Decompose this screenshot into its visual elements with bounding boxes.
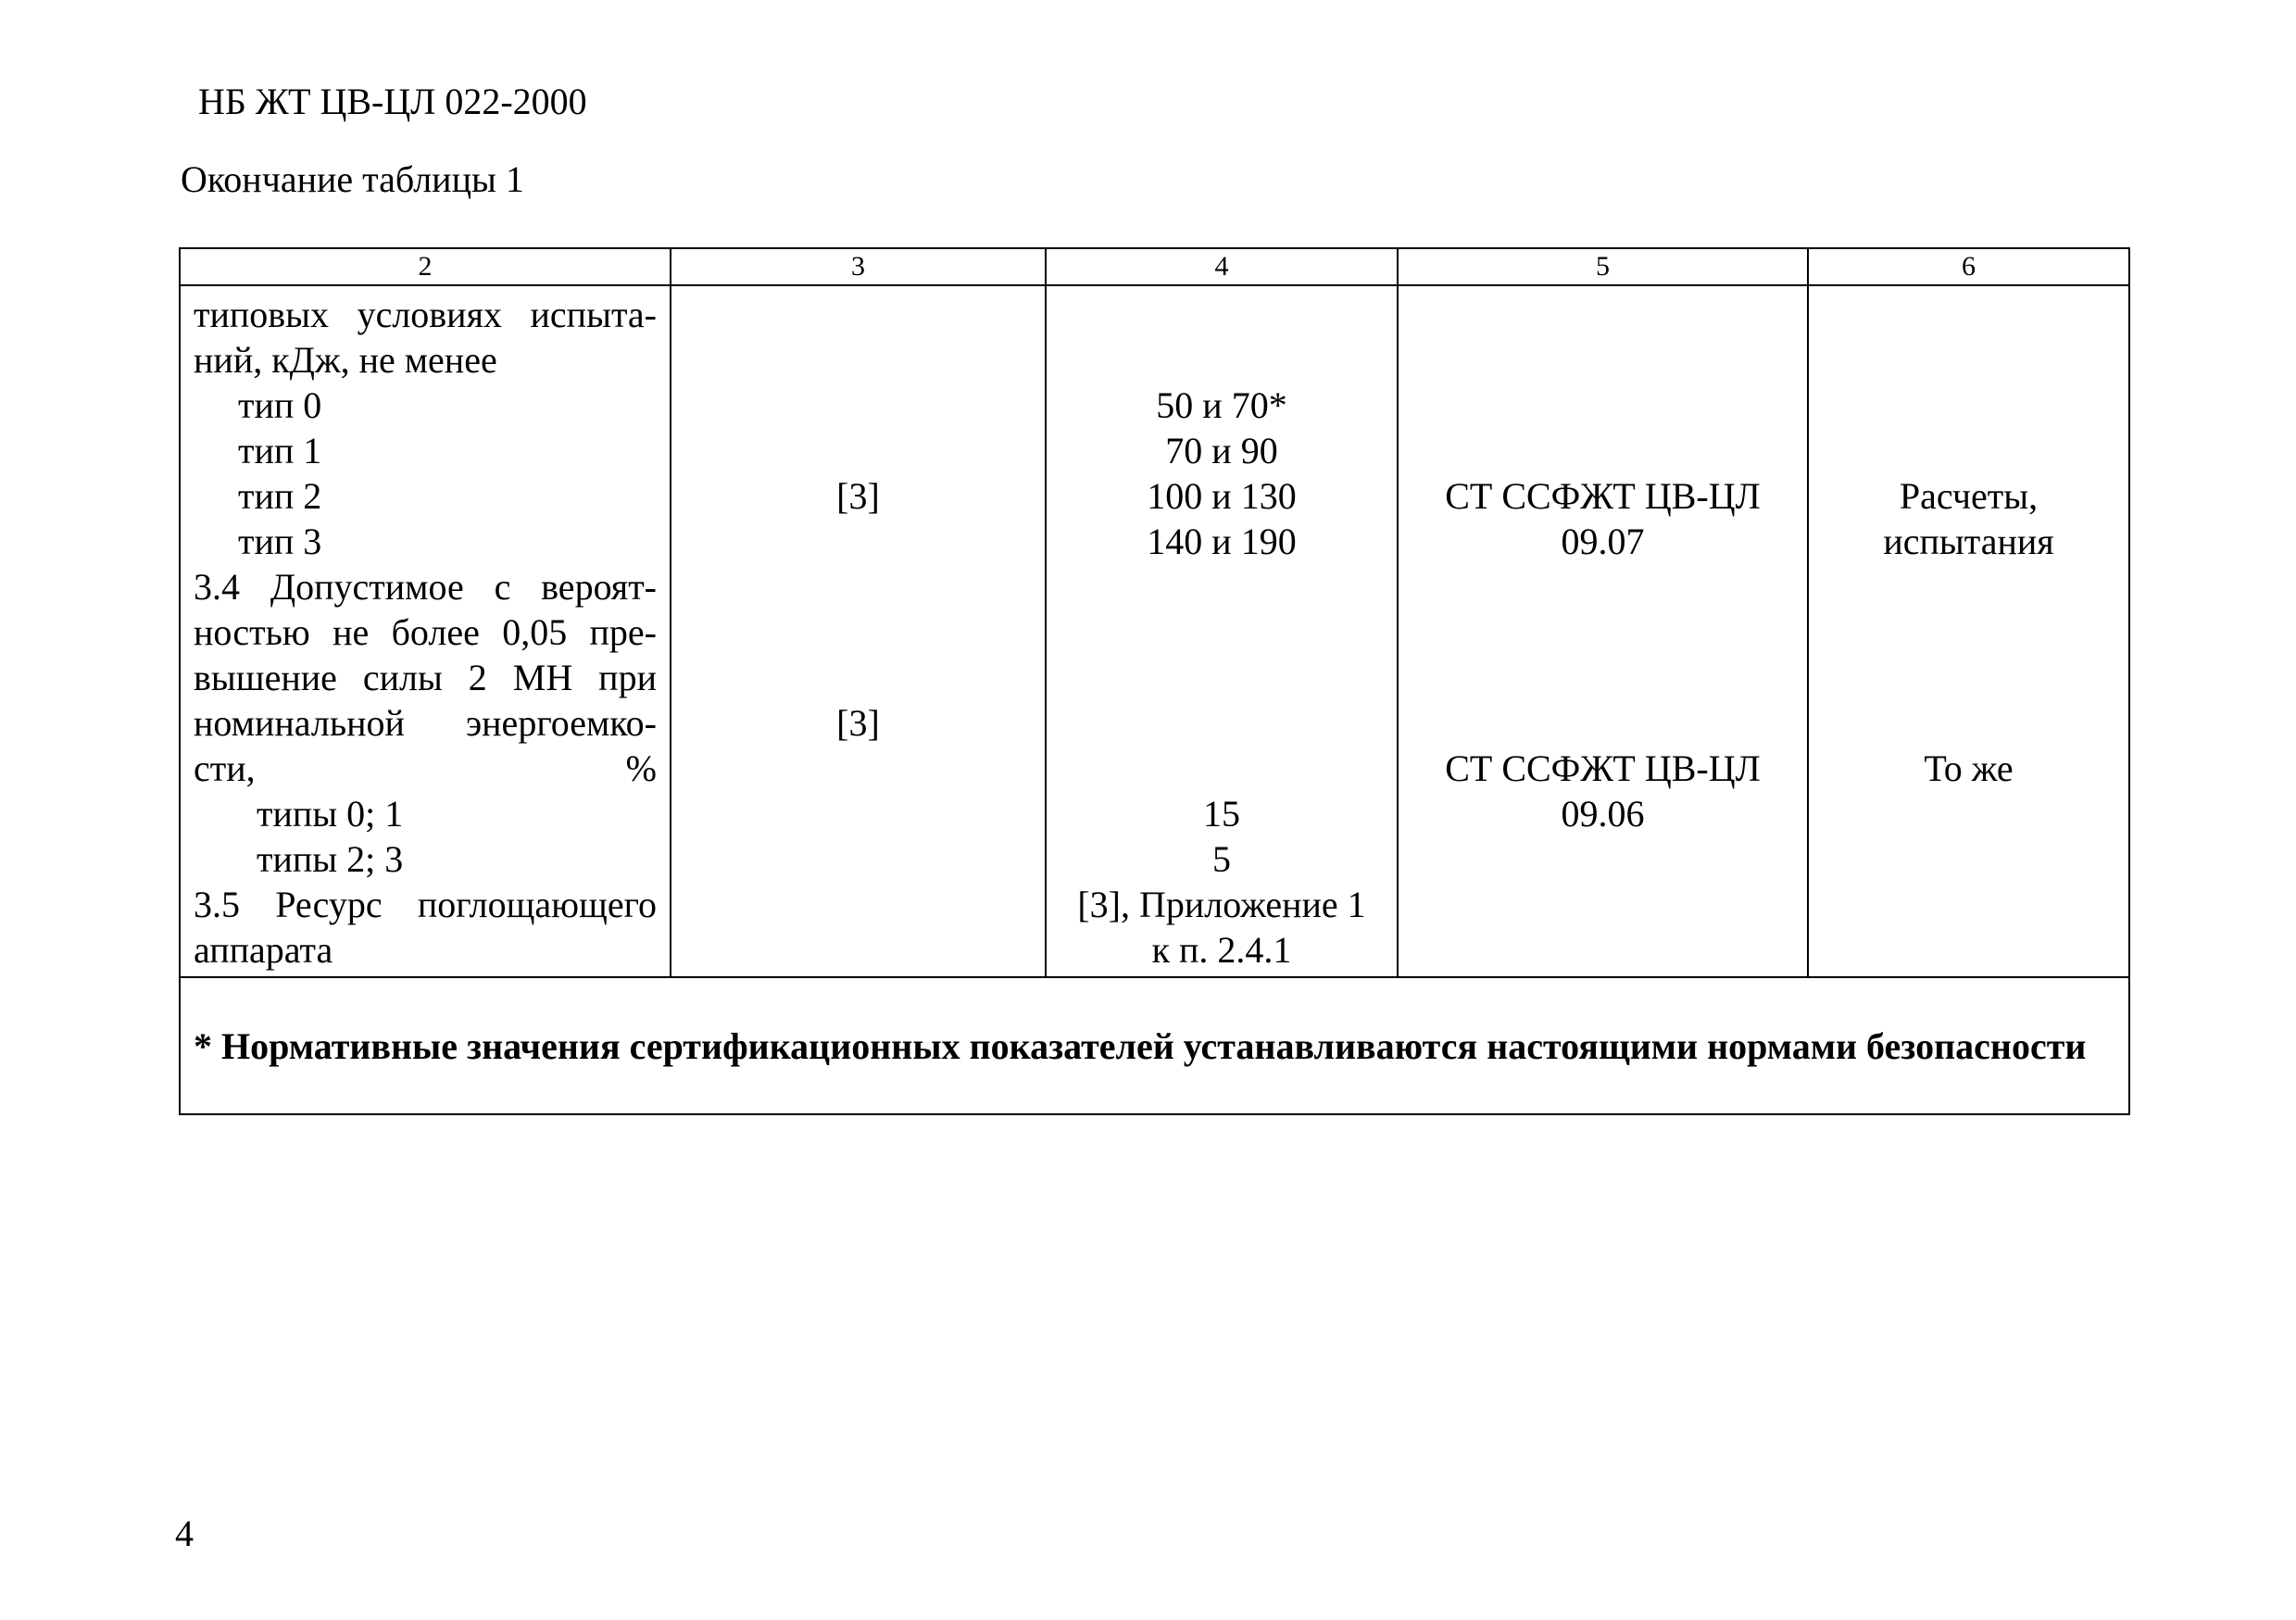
standard-cell [1398,285,1808,977]
type-label: типы 0; 1 [257,793,404,835]
type-label: типы 2; 3 [257,838,404,880]
method-cell [1808,285,2129,977]
standard-3-4: СТ ССФЖТ ЦВ-ЦЛ [1445,475,1761,517]
method-3-4: Расчеты, [1899,475,2039,517]
footnote: * Нормативные значения сертификационных показателей устанавливаются настоящими нормами безопасности [180,977,2129,1114]
value: 70 и 90 [1165,430,1278,471]
indicator-3-4: 3.4 Допустимое с вероят-ностью не более 0,05 пре-вышение силы 2 МН при номинальной энергоемко-сти, % [194,566,657,789]
indicator-3-5: 3.5 Ресурс поглощающего аппарата [194,884,657,971]
standard-3-5: СТ ССФЖТ ЦВ-ЦЛ [1445,747,1761,789]
column-number: 6 [1808,248,2129,285]
table-body-row [180,285,2129,977]
table-caption: Окончание таблицы 1 [181,158,524,200]
column-number: 2 [180,248,671,285]
column-number: 4 [1046,248,1398,285]
method-3-4: испытания [1883,521,2054,562]
footnote-row [180,977,2129,1114]
standard-3-4: 09.07 [1561,521,1645,562]
requirements-table [179,247,2130,1115]
column-number-row [180,248,2129,285]
value: 50 и 70* [1156,384,1287,426]
column-number: 5 [1398,248,1808,285]
type-label: тип 3 [238,521,322,562]
reference-3-5: [3] [836,702,880,744]
type-label: тип 1 [238,430,322,471]
reference-3-4: [3] [836,475,880,517]
value: 100 и 130 [1147,475,1297,517]
page-number: 4 [175,1513,194,1554]
value-cell [1046,285,1398,977]
column-number: 3 [671,248,1046,285]
reference-cell [671,285,1046,977]
value: 5 [1212,838,1231,880]
value: 140 и 190 [1147,521,1297,562]
standard-3-5: 09.06 [1561,793,1645,835]
document-code: НБ ЖТ ЦВ-ЦЛ 022-2000 [198,81,587,122]
value-reference: к п. 2.4.1 [1151,929,1292,971]
type-label: тип 0 [238,384,322,426]
indicator-cell [180,285,671,977]
indicator-text: типовых условиях испыта-ний, кДж, не менее [194,294,657,381]
method-3-5: То же [1924,747,2014,789]
value: 15 [1203,793,1240,835]
value-reference: [3], Приложение 1 [1077,884,1366,925]
type-label: тип 2 [238,475,322,517]
